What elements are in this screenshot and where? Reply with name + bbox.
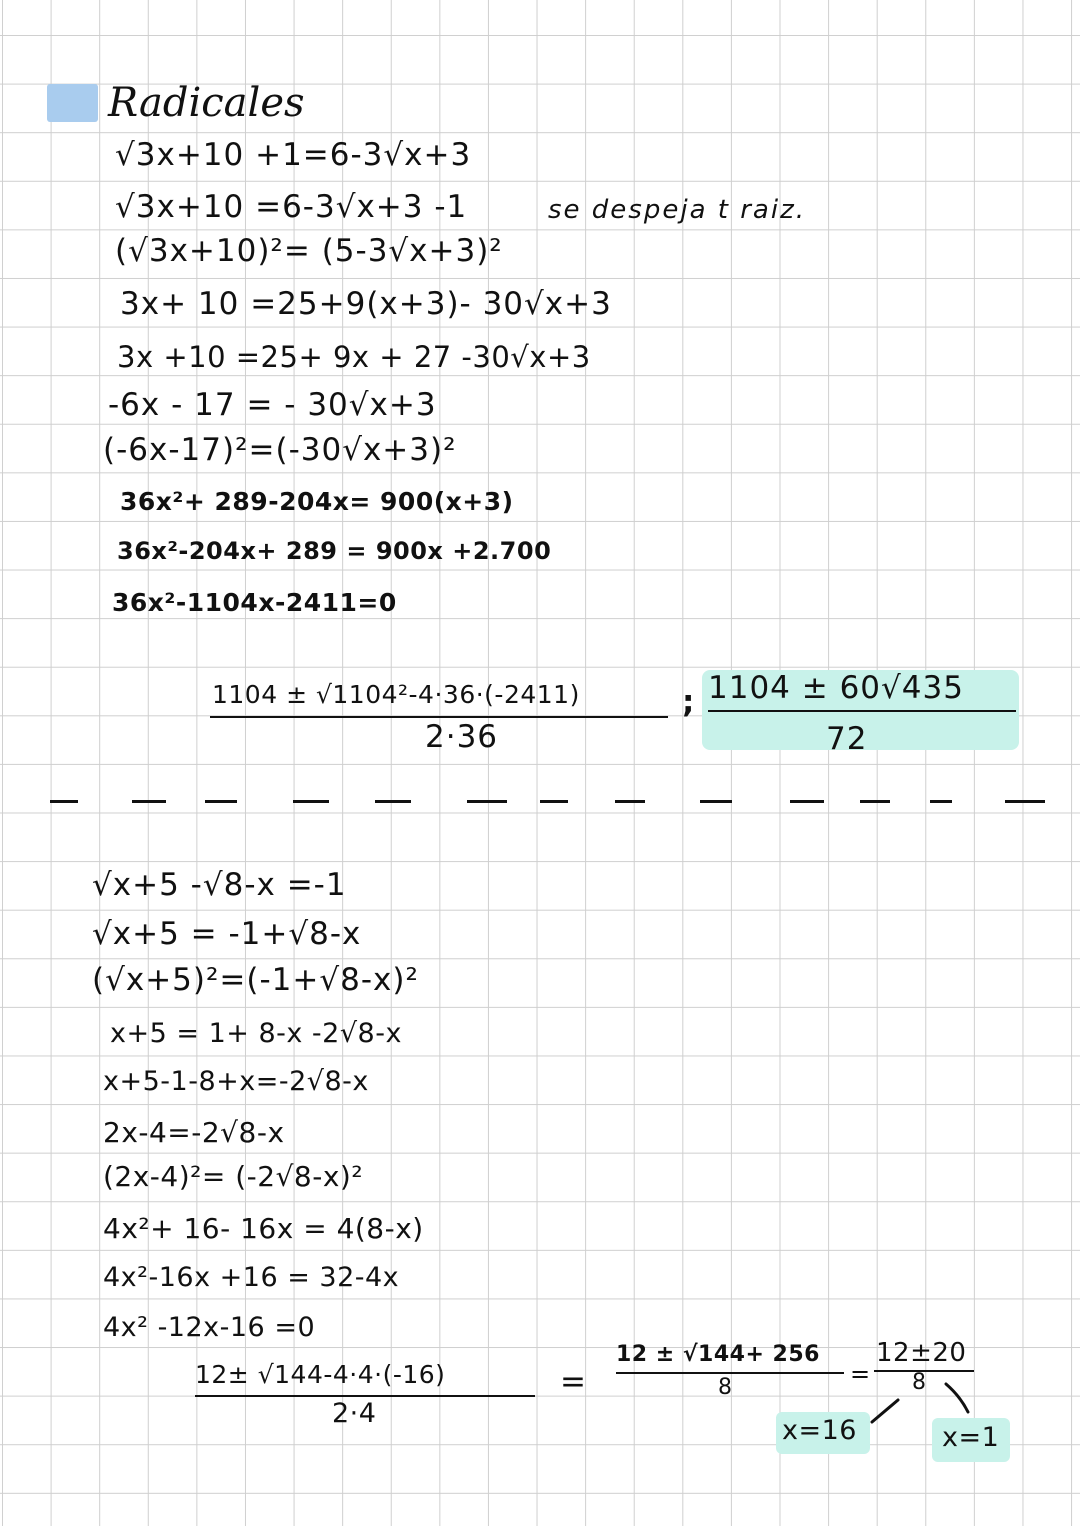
p2-line-10: 4x² -12x-16 =0 [103,1312,316,1343]
p2-final-denominator: 8 [912,1370,927,1395]
p2-equals-2: = [850,1360,871,1388]
p2-line-5: x+5-1-8+x=-2√8-x [103,1066,369,1097]
branch-arrow-left [872,1400,898,1422]
p2-line-6: 2x-4=-2√8-x [103,1116,285,1149]
p1-note: se despeja t raiz. [548,195,806,225]
p2-line-3: (√x+5)²=(-1+√8-x)² [92,962,419,998]
branch-arrow-right [946,1384,968,1412]
p2-line-7: (2x-4)²= (-2√8-x)² [103,1160,364,1193]
solution-b: x=1 [942,1422,1000,1453]
p2-step-denominator: 8 [718,1375,733,1400]
p1-line-8: 36x²+ 289-204x= 900(x+3) [120,487,514,516]
p2-quadratic-numerator: 12± √144-4·4·(-16) [195,1360,446,1389]
p1-line-2: √3x+10 =6-3√x+3 -1 [115,189,468,225]
p2-quadratic-denominator: 2·4 [332,1398,377,1429]
p1-line-5: 3x +10 =25+ 9x + 27 -30√x+3 [117,340,591,374]
p2-line-8: 4x²+ 16- 16x = 4(8-x) [103,1212,424,1245]
p2-line-9: 4x²-16x +16 = 32-4x [103,1262,400,1293]
p1-separator: ; [682,684,696,720]
p1-line-3: (√3x+10)²= (5-3√x+3)² [115,233,503,269]
p2-equals-1: = [560,1364,587,1400]
p1-line-6: -6x - 17 = - 30√x+3 [108,387,437,423]
section-title: Radicales [108,80,305,126]
solution-a: x=16 [782,1415,857,1446]
p2-line-2: √x+5 = -1+√8-x [92,916,362,952]
p1-line-9: 36x²-204x+ 289 = 900x +2.700 [117,537,552,565]
p2-line-1: √x+5 -√8-x =-1 [92,867,347,903]
p1-quadratic-numerator: 1104 ± √1104²-4·36·(-2411) [212,680,580,709]
p1-line-4: 3x+ 10 =25+9(x+3)- 30√x+3 [120,286,612,322]
p1-result-numerator: 1104 ± 60√435 [708,670,964,706]
p1-result-denominator: 72 [826,721,868,757]
p2-line-4: x+5 = 1+ 8-x -2√8-x [110,1018,402,1049]
p2-step-numerator: 12 ± √144+ 256 [616,1342,820,1367]
p1-quadratic-denominator: 2·36 [425,719,499,755]
p1-line-7: (-6x-17)²=(-30√x+3)² [103,432,457,468]
p1-line-1: √3x+10 +1=6-3√x+3 [115,137,472,173]
p2-final-numerator: 12±20 [876,1338,967,1368]
p1-line-10: 36x²-1104x-2411=0 [112,588,397,617]
